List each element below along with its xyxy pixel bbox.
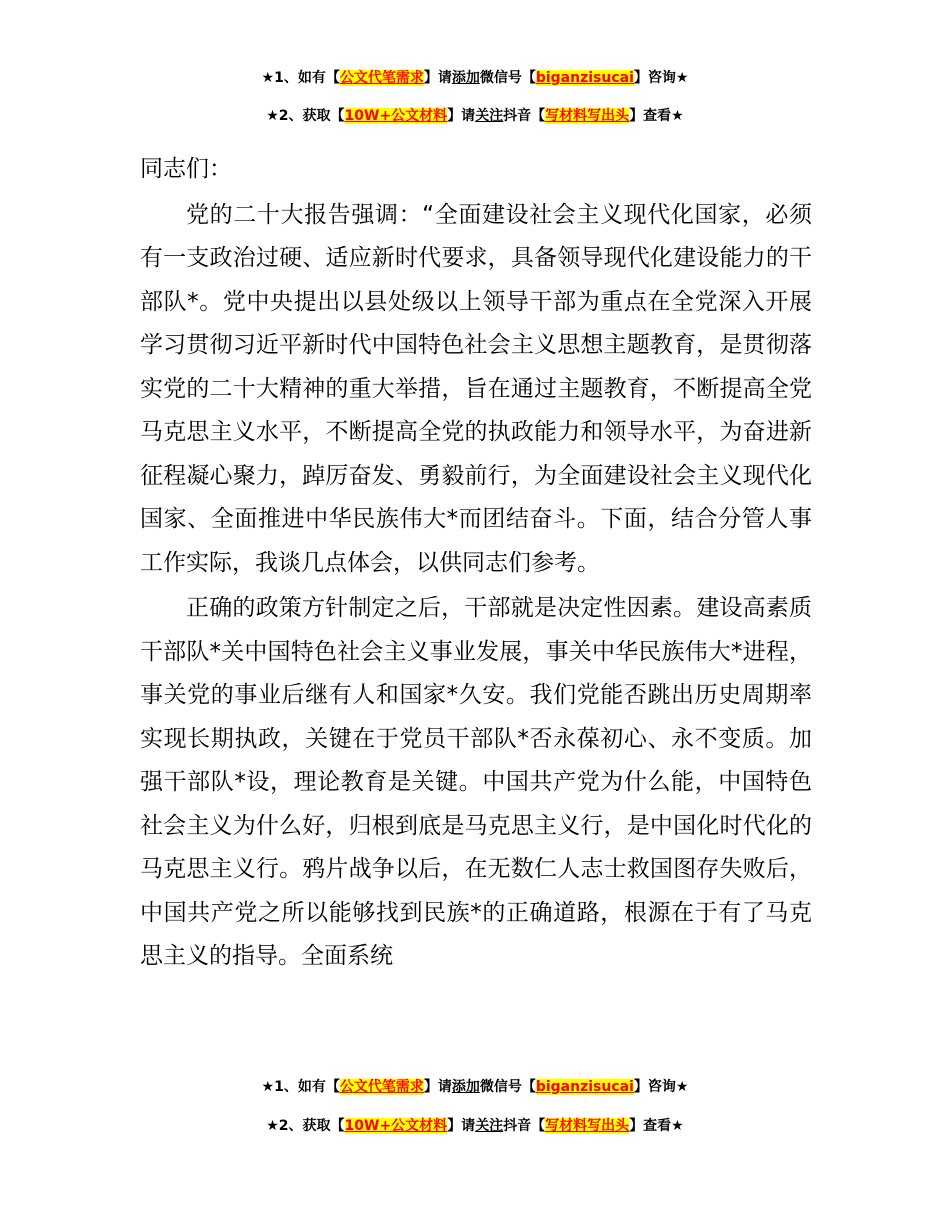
header-line1-highlight-service: 公文代笔需求 [339, 70, 424, 86]
footer-line1-underlined: 添加 [451, 1079, 480, 1095]
header-line1-suffix: 】咨询★ [633, 70, 689, 86]
footer-line1-mid2: 微信号【 [479, 1079, 536, 1095]
header-line2-highlight-douyin: 写材料写出头 [545, 108, 630, 124]
body-paragraph-2: 正确的政策方针制定之后，干部就是决定性因素。建设高素质干部队*关中国特色社会主义事业发展，事关中华民族伟大*进程，事关党的事业后继有人和国家*久安。我们党能否跳出历史周期率实现长期执政，关键在于党员干部队*否永葆初心、永不变质。加强干部队*设，理论教育是关键。中国共产党为什么能，中国特色社会主义为什么好，归根到底是马克思主义行，是中国化时代化的马克思主义行。鸦片战争以后，在无数仁人志士救国图存失败后，中国共产党之所以能够找到民族*的正确道路，根源在于有了马克思主义的指导。全面系统 [140, 595, 812, 969]
footer-line1-mid1: 】请 [423, 1079, 452, 1095]
header-line1-mid1: 】请 [423, 70, 452, 86]
footer-line2-suffix: 】查看★ [629, 1118, 684, 1134]
body-paragraph-1: 党的二十大报告强调：“全面建设社会主义现代化国家，必须有一支政治过硬、适应新时代要求，具备领导现代化建设能力的干部队*。党中央提出以县处级以上领导干部为重点在全党深入开展学习贯彻习近平新时代中国特色社会主义思想主题教育，是贯彻落实党的二十大精神的重大举措，旨在通过主题教育，不断提高全党马克思主义水平，不断提高全党的执政能力和领导水平，为奋进新征程凝心聚力，踔厉奋发、勇毅前行，为全面建设社会主义现代化国家、全面推进中华民族伟大*而团结奋斗。下面，结合分管人事工作实际，我谈几点体会，以供同志们参考。 [140, 201, 812, 576]
footer-line2-mid1: 】请 [447, 1118, 476, 1134]
footer-line1-highlight-service: 公文代笔需求 [339, 1079, 424, 1095]
footer-line1-highlight-wechat: biganzisucai [535, 1079, 634, 1095]
header-line2-mid2: 抖音【 [503, 108, 546, 124]
header-line1-mid2: 微信号【 [479, 70, 536, 86]
header-line1-highlight-wechat: biganzisucai [535, 70, 634, 86]
salutation: 同志们： [140, 156, 232, 182]
document-body [140, 148, 812, 979]
footer-line2-mid2: 抖音【 [503, 1118, 546, 1134]
footer-line2-highlight-materials: 10W+公文材料 [344, 1118, 448, 1134]
footer-line2-prefix: ★2、获取【 [266, 1118, 345, 1134]
header-line2-mid1: 】请 [447, 108, 476, 124]
header-ad-line-2 [0, 106, 950, 126]
header-line2-prefix: ★2、获取【 [266, 108, 345, 124]
footer-line2-underlined: 关注 [475, 1118, 504, 1134]
header-ad-line-1 [0, 68, 950, 88]
footer-ad-line-2 [0, 1116, 950, 1136]
header-line2-highlight-materials: 10W+公文材料 [344, 108, 448, 124]
footer-line2-highlight-douyin: 写材料写出头 [545, 1118, 630, 1134]
footer-line1-prefix: ★1、如有【 [261, 1079, 340, 1095]
footer-line1-suffix: 】咨询★ [633, 1079, 689, 1095]
header-line2-underlined: 关注 [475, 108, 504, 124]
header-line1-underlined: 添加 [451, 70, 480, 86]
footer-ad-line-1 [0, 1077, 950, 1097]
header-line1-prefix: ★1、如有【 [261, 70, 340, 86]
header-line2-suffix: 】查看★ [629, 108, 684, 124]
